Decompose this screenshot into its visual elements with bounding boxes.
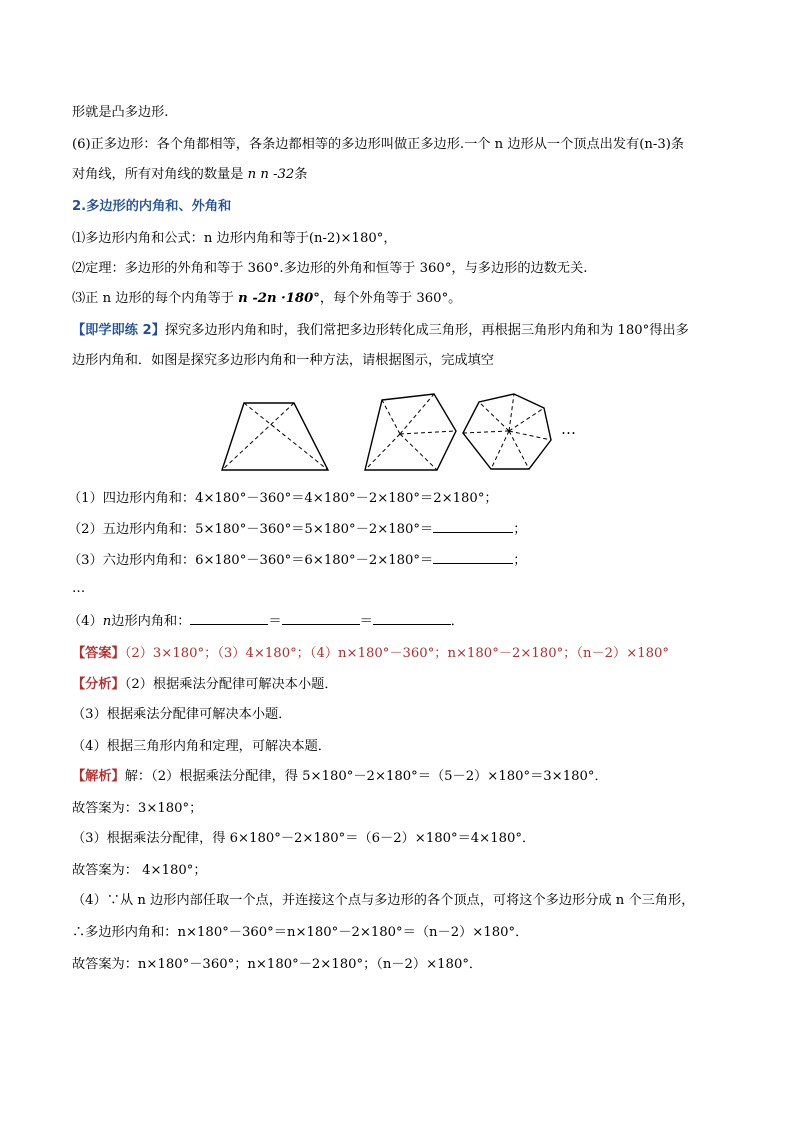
figure-ellipsis: … — [561, 420, 576, 438]
answer-blank[interactable] — [190, 612, 268, 625]
text-line: 对角线，所有对角线的数量是 n n -32条 — [72, 167, 308, 182]
question-line: （3）六边形内角和：6×180°－360°＝6×180°－2×180°＝ ； — [68, 553, 527, 568]
answer-blank[interactable] — [373, 612, 451, 625]
solution-line: ∴多边形内角和：n×180°－360°＝n×180°－2×180°＝（n－2）×180°． — [72, 925, 529, 940]
analysis-line: （3）根据乘法分配律可解决本小题． — [72, 707, 292, 722]
text-line: 形就是凸多边形. — [72, 105, 169, 120]
exercise-line: 【即学即练 2】探究多边形内角和时，我们常把多边形转化成三角形，再根据三角形内角和为 180°得出多 — [72, 323, 689, 338]
answer-blank[interactable] — [433, 551, 513, 564]
solution-line: 【解析】解：（2）根据乘法分配律，得 5×180°－2×180°＝（5－2）×180°＝3×180°． — [72, 769, 608, 784]
solution-line: 故答案为： 4×180°； — [72, 863, 207, 878]
ellipsis-line: … — [72, 581, 86, 596]
question-line: （1）四边形内角和：4×180°－360°＝4×180°－2×180°＝2×180°； — [68, 491, 498, 506]
quadrilateral-diagonals — [222, 403, 328, 470]
question-line: （4）n边形内角和： ＝ ＝ ． — [68, 614, 464, 629]
solution-line: 故答案为：n×180°－360°；n×180°－2×180°；（n－2）×180°． — [72, 957, 483, 972]
text-line: ⑵定理：多边形的外角和等于 360°.多边形的外角和恒等于 360°，与多边形的边数无关. — [72, 261, 588, 276]
exercise-line: 边形内角和．如图是探究多边形内角和一种方法，请根据图示，完成填空 — [72, 353, 494, 368]
text-line: ⑴多边形内角和公式：n 边形内角和等于(n-2)×180°， — [72, 231, 397, 246]
analysis-line: （4）根据三角形内角和定理，可解决本题． — [72, 739, 331, 754]
analysis-line: 【分析】（2）根据乘法分配律可解决本小题． — [72, 677, 338, 692]
answer-blank[interactable] — [282, 612, 360, 625]
section-heading: 2.多边形的内角和、外角和 — [72, 199, 232, 214]
solution-line: （3）根据乘法分配律，得 6×180°－2×180°＝（6－2）×180°＝4×180°． — [72, 831, 536, 846]
answer-blank[interactable] — [433, 520, 513, 533]
polygon-figures — [216, 388, 616, 478]
text-line: (6)正多边形：各个角都相等，各条边都相等的多边形叫做正多边形.一个 n 边形从一个顶点出发有(n-3)条 — [72, 137, 685, 152]
solution-line: 故答案为：3×180°； — [72, 801, 203, 816]
text-line: ⑶正 n 边形的每个内角等于 n -2n ·180°，每个外角等于 360°。 — [72, 291, 462, 306]
answer-line: 【答案】（2）3×180°；（3）4×180°；（4）n×180°－360°；n×180°－2×180°；（n－2）×180° — [72, 646, 670, 661]
question-line: （2）五边形内角和：5×180°－360°＝5×180°－2×180°＝ ； — [68, 522, 527, 537]
quadrilateral-shape — [222, 403, 328, 470]
solution-line: （4）∵从 n 边形内部任取一个点，并连接这个点与多边形的各个顶点，可将这个多边形分成 n 个三角形， — [72, 893, 695, 908]
